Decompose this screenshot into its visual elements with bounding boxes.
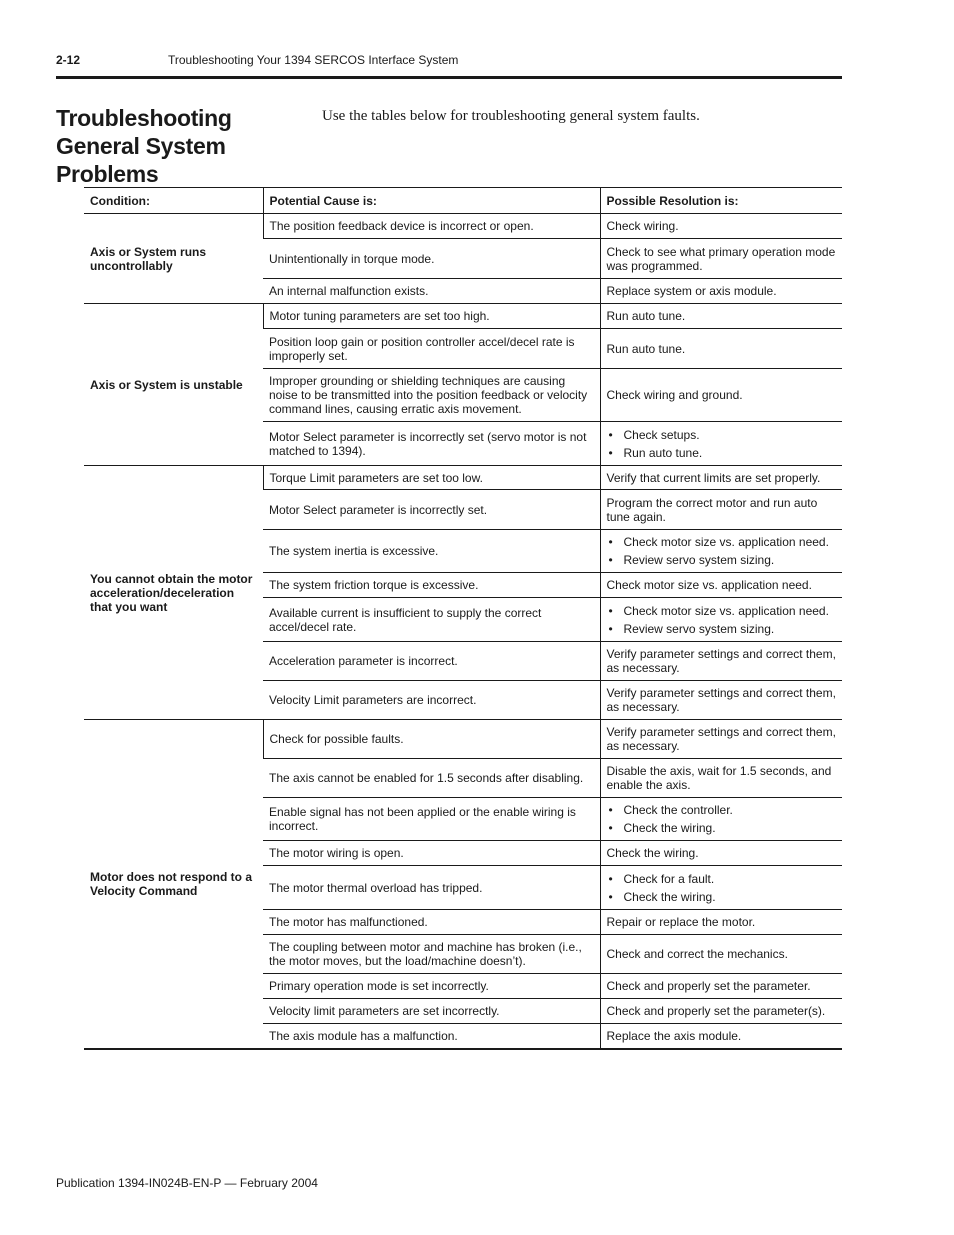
cause-cell: Motor Select parameter is incorrectly set.: [263, 490, 600, 530]
cause-cell: The motor has malfunctioned.: [263, 910, 600, 935]
cause-cell: The axis cannot be enabled for 1.5 seconds after disabling.: [263, 759, 600, 798]
cause-cell: The axis module has a malfunction.: [263, 1024, 600, 1049]
page-number: 2-12: [56, 53, 81, 67]
condition-cell: Axis or System is unstable: [84, 304, 263, 466]
resolution-cell: [600, 798, 842, 841]
resolution-list-item: • Review servo system sizing.: [607, 620, 837, 638]
cause-cell: Velocity Limit parameters are incorrect.: [263, 681, 600, 720]
cause-cell: The system friction torque is excessive.: [263, 573, 600, 598]
resolution-cell: Run auto tune.: [600, 329, 842, 369]
cause-cell: The motor thermal overload has tripped.: [263, 866, 600, 910]
resolution-cell: [600, 530, 842, 573]
resolution-cell: Check the wiring.: [600, 841, 842, 866]
resolution-cell: Replace the axis module.: [600, 1024, 842, 1049]
cause-cell: Enable signal has not been applied or the enable wiring is incorrect.: [263, 798, 600, 841]
resolution-list-item: • Check setups.: [607, 426, 837, 444]
resolution-list: [607, 426, 837, 462]
resolution-cell: Run auto tune.: [600, 304, 842, 329]
resolution-cell: Verify parameter settings and correct them, as necessary.: [600, 642, 842, 681]
resolution-list-item: • Check motor size vs. application need.: [607, 533, 837, 551]
cause-cell: Unintentionally in torque mode.: [263, 239, 600, 279]
cause-cell: Available current is insufficient to supply the correct accel/decel rate.: [263, 598, 600, 642]
cause-cell: The coupling between motor and machine has broken (i.e., the motor moves, but the load/machine doesn’t).: [263, 935, 600, 974]
section-title: Troubleshooting General System Problems: [56, 105, 232, 187]
resolution-cell: Verify parameter settings and correct them, as necessary.: [600, 681, 842, 720]
condition-cell: Motor does not respond to a Velocity Command: [84, 720, 263, 1049]
table-row: [84, 466, 842, 490]
footer-publication: Publication 1394-IN024B-EN-P — February 2004: [56, 1176, 318, 1190]
cause-cell: Improper grounding or shielding techniques are causing noise to be transmitted into the position feedback or velocity command lines, causing erratic axis movement.: [263, 369, 600, 422]
resolution-cell: [600, 866, 842, 910]
resolution-list: [607, 533, 837, 569]
troubleshooting-table: [84, 187, 842, 1050]
resolution-cell: Program the correct motor and run auto tune again.: [600, 490, 842, 530]
resolution-list: [607, 801, 837, 837]
resolution-cell: Check wiring and ground.: [600, 369, 842, 422]
resolution-cell: Verify that current limits are set properly.: [600, 466, 842, 490]
cause-cell: Motor tuning parameters are set too high.: [263, 304, 600, 329]
table-row: [84, 720, 842, 759]
resolution-list: [607, 602, 837, 638]
resolution-list-item: • Check the controller.: [607, 801, 837, 819]
resolution-list-item: • Review servo system sizing.: [607, 551, 837, 569]
resolution-list-item: • Check motor size vs. application need.: [607, 602, 837, 620]
resolution-cell: Check wiring.: [600, 214, 842, 239]
column-header-resolution: Possible Resolution is:: [600, 188, 842, 214]
cause-cell: The position feedback device is incorrect or open.: [263, 214, 600, 239]
table-header-row: [84, 188, 842, 214]
condition-cell: You cannot obtain the motor acceleration/deceleration that you want: [84, 466, 263, 720]
resolution-list-item: • Run auto tune.: [607, 444, 837, 462]
resolution-cell: Check and properly set the parameter.: [600, 974, 842, 999]
resolution-cell: Repair or replace the motor.: [600, 910, 842, 935]
resolution-list-item: • Check the wiring.: [607, 819, 837, 837]
table-row: [84, 214, 842, 239]
resolution-cell: Replace system or axis module.: [600, 279, 842, 304]
cause-cell: Position loop gain or position controller accel/decel rate is improperly set.: [263, 329, 600, 369]
cause-cell: The motor wiring is open.: [263, 841, 600, 866]
cause-cell: Motor Select parameter is incorrectly set (servo motor is not matched to 1394).: [263, 422, 600, 466]
table-body: [84, 214, 842, 1049]
page-header: [56, 52, 842, 79]
condition-cell: Axis or System runs uncontrollably: [84, 214, 263, 304]
resolution-cell: Check to see what primary operation mode was programmed.: [600, 239, 842, 279]
cause-cell: Velocity limit parameters are set incorrectly.: [263, 999, 600, 1024]
resolution-list-item: • Check for a fault.: [607, 870, 837, 888]
resolution-cell: Check and properly set the parameter(s).: [600, 999, 842, 1024]
resolution-cell: Check and correct the mechanics.: [600, 935, 842, 974]
intro-text: Use the tables below for troubleshooting general system faults.: [322, 108, 700, 124]
resolution-list-item: • Check the wiring.: [607, 888, 837, 906]
cause-cell: Primary operation mode is set incorrectly.: [263, 974, 600, 999]
resolution-list: [607, 870, 837, 906]
cause-cell: Torque Limit parameters are set too low.: [263, 466, 600, 490]
resolution-cell: [600, 422, 842, 466]
resolution-cell: Check motor size vs. application need.: [600, 573, 842, 598]
cause-cell: Check for possible faults.: [263, 720, 600, 759]
cause-cell: An internal malfunction exists.: [263, 279, 600, 304]
cause-cell: Acceleration parameter is incorrect.: [263, 642, 600, 681]
resolution-cell: Verify parameter settings and correct them, as necessary.: [600, 720, 842, 759]
column-header-cause: Potential Cause is:: [263, 188, 600, 214]
resolution-cell: [600, 598, 842, 642]
running-title: Troubleshooting Your 1394 SERCOS Interface System: [168, 53, 459, 67]
table-row: [84, 304, 842, 329]
resolution-cell: Disable the axis, wait for 1.5 seconds, and enable the axis.: [600, 759, 842, 798]
column-header-condition: Condition:: [84, 188, 263, 214]
cause-cell: The system inertia is excessive.: [263, 530, 600, 573]
